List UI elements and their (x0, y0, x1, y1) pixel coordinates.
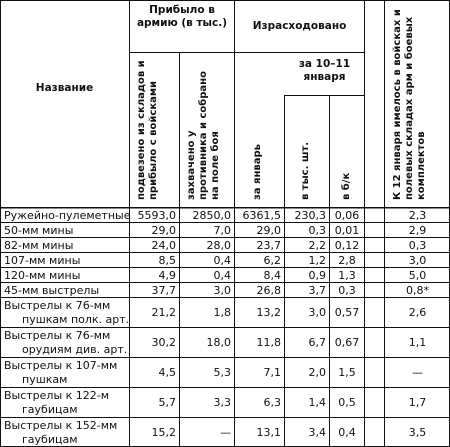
cell-captured: 5,3 (213, 366, 231, 379)
cell-available: 2,6 (408, 306, 427, 319)
cell-delivered: 21,2 (151, 306, 176, 319)
cell-bk: 0,12 (334, 239, 360, 252)
row-name: Выстрелы к 107-мм (4, 359, 118, 372)
row-name-continued: пушкам (22, 373, 68, 386)
header-available: К 12 января имелось в войсках и полевых складах арм и боевых комплектов (392, 9, 427, 200)
header-spent-group: Израсходовано (252, 20, 347, 32)
cell-delivered: 37,7 (151, 284, 176, 297)
cell-jan: 6,2 (263, 254, 281, 267)
header-name: Название (35, 82, 94, 94)
cell-delivered: 8,5 (158, 254, 176, 267)
row-name: 120-мм мины (4, 269, 81, 282)
cell-bk: 0,01 (334, 224, 360, 237)
cell-bk: 1,5 (338, 366, 356, 379)
cell-jan: 13,2 (256, 306, 281, 319)
cell-thousand: 6,7 (308, 336, 326, 349)
cell-captured: 1,8 (213, 306, 231, 319)
cell-thousand: 0,3 (308, 224, 326, 237)
cell-jan: 26,8 (256, 284, 281, 297)
cell-jan: 29,0 (256, 224, 281, 237)
cell-delivered: 24,0 (151, 239, 176, 252)
cell-available: 2,3 (408, 209, 427, 222)
cell-delivered: 5,7 (158, 396, 176, 409)
row-name-continued: орудиям див. арт. (22, 343, 128, 356)
cell-bk: 0,06 (334, 209, 360, 222)
cell-available: 3,5 (408, 426, 427, 439)
cell-available: 0,3 (408, 239, 427, 252)
cell-thousand: 3,7 (308, 284, 326, 297)
cell-bk: 0,5 (338, 396, 356, 409)
header-spent-bk: в б/к (341, 172, 352, 200)
header-arrived-captured: захвачено у противника и собрано на поле боя (186, 71, 221, 200)
cell-bk: 1,3 (338, 269, 356, 282)
cell-thousand: 230,3 (294, 209, 326, 222)
cell-thousand: 3,4 (308, 426, 326, 439)
cell-captured: 0,4 (213, 254, 231, 267)
row-name: Выстрелы к 76-мм (4, 329, 111, 342)
cell-captured: 7,0 (213, 224, 231, 237)
cell-thousand: 2,0 (308, 366, 326, 379)
cell-jan: 6,3 (263, 396, 281, 409)
cell-jan: 8,4 (263, 269, 281, 282)
cell-captured: 0,4 (213, 269, 231, 282)
cell-captured: 28,0 (206, 239, 231, 252)
cell-delivered: 4,9 (158, 269, 176, 282)
cell-thousand: 1,2 (308, 254, 326, 267)
cell-available: — (412, 366, 423, 379)
cell-bk: 0,3 (338, 284, 356, 297)
header-spent-1011: за 10–11 января (298, 58, 351, 83)
row-name: Ружейно-пулеметные (4, 209, 131, 222)
cell-delivered: 5593,0 (137, 209, 176, 222)
cell-bk: 0,57 (334, 306, 360, 319)
cell-bk: 0,67 (334, 336, 360, 349)
row-name: 82-мм мины (4, 239, 74, 252)
cell-captured: 3,0 (213, 284, 231, 297)
cell-delivered: 15,2 (151, 426, 176, 439)
row-name-continued: гаубицам (22, 403, 78, 416)
cell-thousand: 0,9 (308, 269, 326, 282)
cell-captured: — (220, 426, 231, 439)
row-name: Выстрелы к 76-мм (4, 299, 111, 312)
row-name: Выстрелы к 152-мм (4, 419, 118, 432)
cell-bk: 0,4 (338, 426, 356, 439)
cell-thousand: 2,2 (308, 239, 326, 252)
header-arrived-group: Прибыло в армию (в тыс.) (136, 4, 228, 29)
cell-bk: 2,8 (338, 254, 356, 267)
cell-delivered: 29,0 (151, 224, 176, 237)
cell-jan: 11,8 (256, 336, 281, 349)
cell-captured: 3,3 (213, 396, 231, 409)
row-name: 107-мм мины (4, 254, 81, 267)
cell-captured: 2850,0 (192, 209, 231, 222)
cell-thousand: 1,4 (308, 396, 326, 409)
cell-available: 2,9 (408, 224, 427, 237)
cell-thousand: 3,0 (308, 306, 326, 319)
header-arrived-delivered: подвезено из складов и прибыло с войсками (136, 60, 159, 200)
cell-available: 1,1 (408, 336, 427, 349)
cell-jan: 23,7 (256, 239, 281, 252)
cell-delivered: 4,5 (158, 366, 176, 379)
row-name-continued: гаубицам (22, 433, 78, 446)
row-name: Выстрелы к 122-м (4, 389, 110, 402)
row-name: 45-мм выстрелы (4, 284, 100, 297)
cell-available: 0,8* (406, 284, 429, 297)
header-spent-thousand: в тыс. шт. (300, 141, 311, 200)
cell-available: 3,0 (408, 254, 427, 267)
row-name: 50-мм мины (4, 224, 74, 237)
cell-available: 1,7 (408, 396, 427, 409)
cell-delivered: 30,2 (151, 336, 176, 349)
cell-captured: 18,0 (206, 336, 231, 349)
cell-jan: 7,1 (263, 366, 281, 379)
row-name-continued: пушкам полк. арт. (22, 313, 130, 326)
header-spent-jan: за январь (252, 144, 263, 200)
cell-jan: 13,1 (256, 426, 281, 439)
cell-available: 5,0 (408, 269, 427, 282)
cell-jan: 6361,5 (242, 209, 281, 222)
